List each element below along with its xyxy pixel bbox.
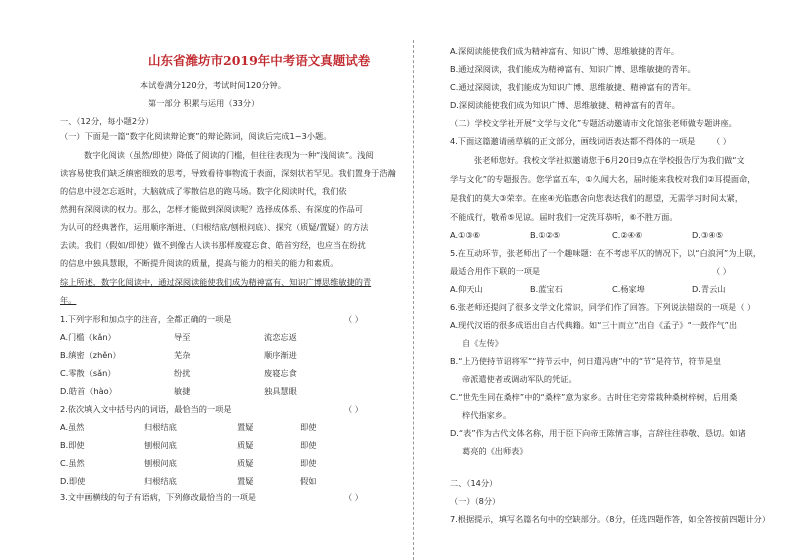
passage-line: 然拥有深阅读的权力。那么，怎样才能做到深阅读呢？选择成体系、有深度的作品可 [60,204,363,214]
question-1-stem: 1.下列字形和加点字的注音，全都正确的一项是 [60,314,232,324]
question-5-stem-2: 最适合用作下联的一项是 [450,266,541,276]
option-cell: C.杨家埠 [612,284,645,294]
option-cell: 纷扰 [174,368,191,378]
q6-option-d-cont: 葛亮的《出师表》 [462,446,528,456]
answer-blank-q1: （ ） [344,314,363,324]
option-cell: 导至 [174,332,191,342]
option-cell: C.虽然 [60,458,85,468]
option-cell: D.即使 [60,476,86,486]
option-cell: B.缜密（zhěn） [60,350,121,360]
question-4-stem: 4.下面这篇邀请函草稿的正文部分，画线词语表达都不得体的一项是 [450,136,696,146]
question-5-stem: 5.在互动环节，张老师出了一个趣味题：在不考虑平仄的情况下，以“白浪河”为上联， [450,248,762,258]
q6-option-d: D.“表”作为古代文体名称，用于臣下向帝王陈情言事，言辞往往恭敬、恳切。如诸 [450,428,746,438]
option-cell: 废寝忘食 [264,368,297,378]
passage-line: 去读。我们（假如/即使）做不到像古人读书那样废寝忘食、皓首穷经，也应当在纷扰 [60,240,366,250]
q6-option-c-cont: 梓代指家乡。 [462,410,512,420]
question-6-stem: 6.张老师还提问了很多文学文化常识，同学们作了回答。下列说法错误的一项是（ ） [450,302,756,312]
passage-line: 的信息中浸怎忘返时，大脑就成了零散信息的跑马场。数字化阅读时代，我们依 [60,186,347,196]
q6-option-a: A.现代汉语的很多成语出自古代典籍。如“三十而立”出自《孟子》“一鼓作气”出 [450,320,738,330]
option-cell: 即使 [300,422,317,432]
option-cell: 置疑 [237,422,254,432]
column-divider [413,40,414,560]
exam-info: 本试卷满分120分，考试时间120分钟。 [140,80,286,90]
option-cell: C.零散（sǎn） [60,368,116,378]
q6-option-b: B.“上乃使持节诏将军”“持节云中，何日遣冯唐”中的“节”是符节，符节是皇 [450,356,722,366]
section-two-heading: 二、（14分） [450,478,498,488]
q6-option-c: C.“世先生同在桑梓”中的“桑梓”意为家乡。古时住宅旁常栽种桑树梓树，后用桑 [450,392,738,402]
q3-option-b: B.通过深阅读，我们能成为精神富有、知识广博、思维敏捷的青年。 [450,64,696,74]
passage-line-underlined: 年。 [60,295,77,305]
option-cell: B.即使 [60,440,85,450]
option-cell: A.门槛（kǎn） [60,332,116,342]
q6-option-a-cont: 自《左传》 [462,338,503,348]
option-cell: D.青云山 [692,284,726,294]
passage-line-underlined: 综上所述，数字化阅读中，通过深阅读能使我们成为精神富有、知识广博思维敏捷的青 [60,277,372,287]
option-cell: 置疑 [237,476,254,486]
section-two-sub: （一）（8分） [450,496,501,506]
option-cell: C.②④⑥ [612,230,643,240]
answer-blank-q4: （ ） [712,136,731,146]
letter-line: 张老师您好。我校文学社拟邀请您于6月20日9点在学校报告厅为我们做“文 [474,155,745,165]
letter-line: 学与文化”的专题报告。您学富五车，①久闻大名，届时能来我校对我们②耳提面命， [450,174,756,184]
option-cell: 归根结底 [144,422,177,432]
option-cell: A.①③⑥ [450,230,481,240]
option-cell: 即使 [300,458,317,468]
option-cell: 独具慧眼 [264,386,297,396]
option-cell: 质疑 [237,440,254,450]
option-cell: 芜杂 [174,350,191,360]
option-cell: 即使 [300,440,317,450]
option-cell: A.虽然 [60,422,85,432]
q6-option-b-cont: 帝派遣使者或调动军队的凭证。 [462,374,577,384]
section-one-heading: 一、（12分，每小题2分） [60,116,154,126]
option-cell: 刨根问底 [144,440,177,450]
passage-line: 为认可的经典著作，运用顺序渐进、（归根结底/刨根问底）、探究（质疑/置疑）的方法 [60,222,369,232]
passage-line: 数字化阅读（虽然/即使）降低了阅读的门槛，但往往表现为一种“浅阅读”。浅阅 [84,150,374,160]
answer-blank-q5: （ ） [712,266,731,276]
q3-option-c: C.通过深阅读，我们能成为知识广博、思维敏捷、精神富有的青年。 [450,82,696,92]
option-cell: 刨根问底 [144,458,177,468]
option-cell: A.仰天山 [450,284,483,294]
passage-line: 读容易使我们缺乏缜密细致的思考，导致看待事物流于表面，深刻状若罕见。我们置身于浩瀚 [60,168,396,178]
q3-option-a: A.深阅读能使我们成为精神富有、知识广博、思维敏捷的青年。 [450,46,680,56]
option-cell: 假如 [300,476,317,486]
passage-line: 的信息中独具慧眼，不断提升阅读的质量，提高与能力的相关的能力和素质。 [60,258,339,268]
letter-line: 不能成行，敬希⑤见谅。届时我们一定洗耳恭听，⑥不胜万面。 [450,212,678,222]
option-cell: 敏捷 [174,386,191,396]
option-cell: 流恋忘返 [264,332,297,342]
section-two-intro: （二）学校文学社开展“文学与文化”专题活动邀请市文化馆张老师做专题讲座。 [450,118,737,128]
option-cell: 顺序渐进 [264,350,297,360]
question-2-stem: 2.依次填入文中括号内的词语，最恰当的一项是 [60,404,232,414]
option-cell: 归根结底 [144,476,177,486]
option-cell: B.蓝宝石 [530,284,563,294]
paper-title: 山东省潍坊市2019年中考语文真题试卷 [148,53,371,68]
q3-option-d: D.深阅读能使我们成为知识广博、思维敏捷、精神富有的青年。 [450,100,680,110]
passage-intro: （一）下面是一篇“数字化阅读辩论赛”的辩论陈词，阅读后完成1~3小题。 [60,131,332,141]
letter-line: 是我们的莫大③荣幸。在座④光临惠舍向您表达我们的愿望，无需学习时间太紧， [450,193,744,203]
part-one-heading: 第一部分 积累与运用（33分） [148,98,260,108]
question-3-stem: 3.文中画横线的句子有语病，下列修改最恰当的一项是 [60,492,257,502]
option-cell: B.①②⑤ [530,230,561,240]
option-cell: 质疑 [237,458,254,468]
option-cell: D.③④⑤ [692,230,723,240]
question-7-stem: 7.根据提示，填写名篇名句中的空缺部分。（8分，任选四题作答，如全答按前四题计分） [450,514,771,524]
answer-blank-q2: （ ） [344,404,363,414]
option-cell: D.皓首（hào） [60,386,117,396]
answer-blank-q3: （ ） [344,492,363,502]
